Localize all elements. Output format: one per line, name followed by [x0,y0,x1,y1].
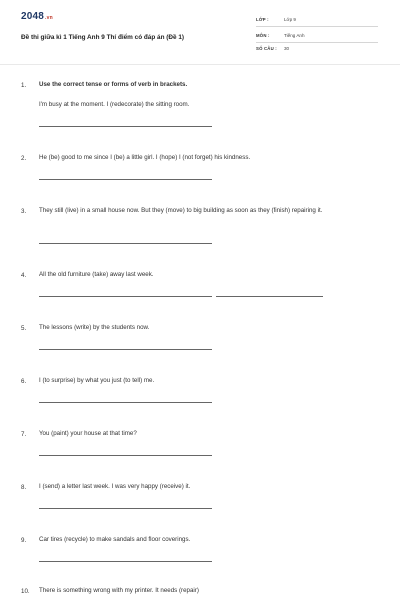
question-number: 6. [21,378,27,385]
header-divider [0,64,400,65]
answer-line[interactable] [39,179,212,180]
document-header [0,0,400,62]
answer-line[interactable] [39,402,212,403]
question-text: I (to surprise) by what you just (to tell) me. [39,377,155,384]
meta-question-count-label: SỐ CÂU : [256,46,277,51]
question-number: 2. [21,155,27,162]
answer-line[interactable] [39,126,212,127]
question-text: There is something wrong with my printer. It needs (repair) [39,587,199,594]
logo-suffix: .vn [45,15,53,21]
meta-subject [256,31,378,43]
question-instruction: Use the correct tense or forms of verb in brackets. [39,81,188,88]
document-title: Đề thi giữa kì 1 Tiếng Anh 9 Thí điểm có đáp án (Đề 1) [21,34,184,41]
question-text: I (send) a letter last week. I was very happy (receive) it. [39,483,191,490]
meta-question-count [256,44,378,56]
answer-line[interactable] [216,296,323,297]
question-number: 8. [21,484,27,491]
answer-line[interactable] [39,243,212,244]
meta-subject-label: MÔN : [256,33,270,38]
meta-question-count-value: 30 [284,46,290,51]
meta-grade-value: Lớp 9 [284,17,296,22]
question-number: 1. [21,82,27,89]
site-logo[interactable] [21,11,53,22]
question-number: 5. [21,325,27,332]
logo-text: 2048 [21,11,45,22]
question-text: You (paint) your house at that time? [39,430,137,437]
answer-line[interactable] [39,296,212,297]
answer-line[interactable] [39,349,212,350]
meta-grade-label: LỚP : [256,17,269,22]
meta-subject-value: Tiếng Anh [284,33,305,38]
question-text: The lessons (write) by the students now. [39,324,150,331]
question-number: 10. [21,588,30,595]
question-text: Car tires (recycle) to make sandals and floor coverings. [39,536,191,543]
question-text: He (be) good to me since I (be) a little girl. I (hope) I (not forget) his kindness. [39,154,251,161]
answer-line[interactable] [39,508,212,509]
question-number: 7. [21,431,27,438]
meta-grade [256,15,378,27]
answer-line[interactable] [39,561,212,562]
question-text: They still (live) in a small house now. But they (move) to big building as soon as they (finish) repairing it. [39,207,323,214]
answer-line[interactable] [39,455,212,456]
question-text: All the old furniture (take) away last week. [39,271,154,278]
question-number: 4. [21,272,27,279]
question-text: I'm busy at the moment. I (redecorate) the sitting room. [39,101,190,108]
question-number: 9. [21,537,27,544]
question-number: 3. [21,208,27,215]
